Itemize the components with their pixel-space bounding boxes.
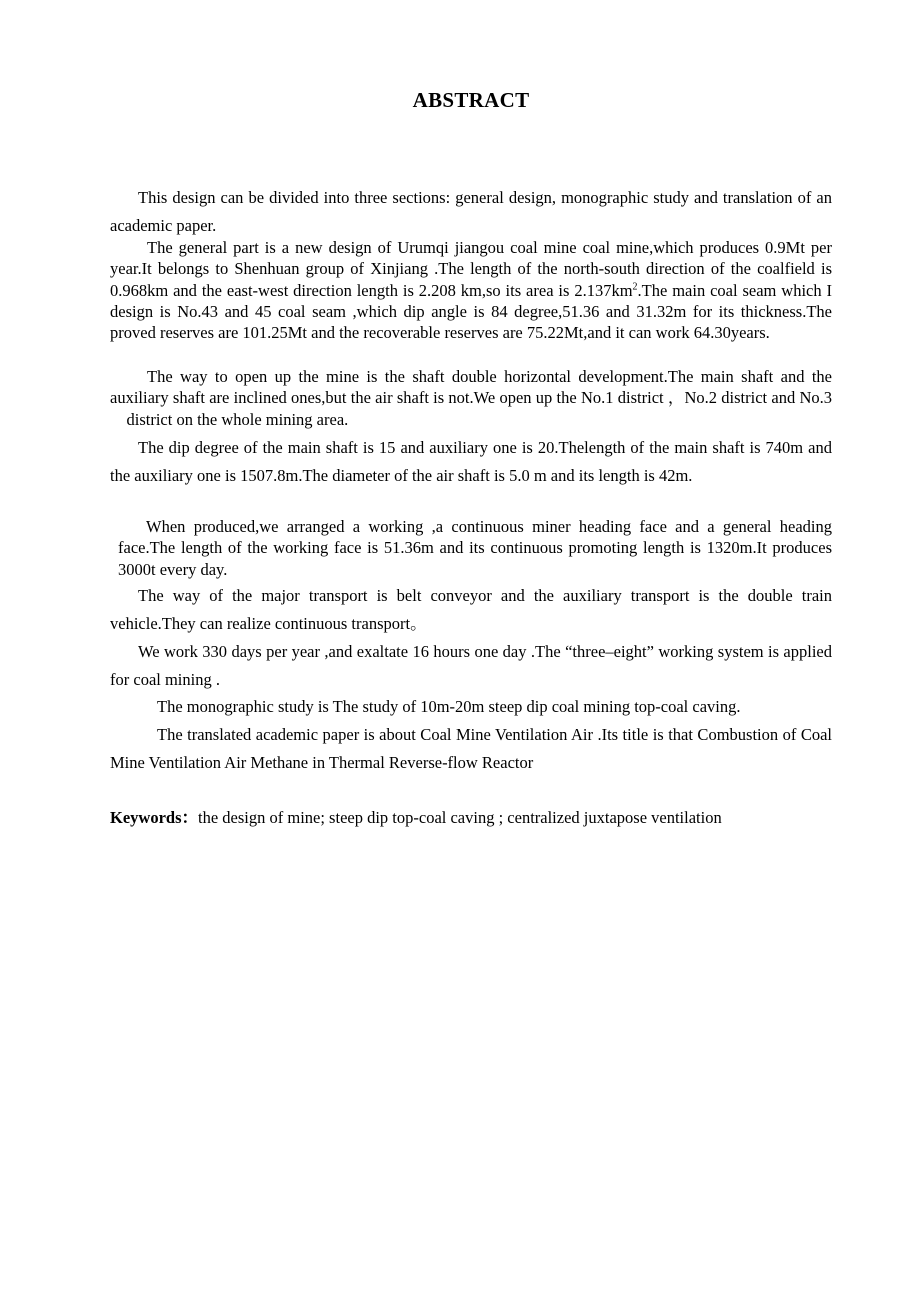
paragraph-work-schedule: We work 330 days per year ,and exaltate 16 hours one day .The “three–eight” working system is applied for coal mining . [110, 642, 832, 689]
keywords-line [110, 806, 722, 830]
keywords-label: Keywords： [110, 808, 198, 827]
paragraph-general-part-text-cont: .The main coal seam which I design is No.43 and 45 coal seam ,which dip angle is 84 degree,51.36 and 31.32m for its thickness.The proved reserves are 101.25Mt and the recoverable reserves are 75.22Mt,and it can work 64.30years. [110, 280, 832, 343]
paragraph-general-part-text: The general part is a new design of Urumqi jiangou coal mine coal mine,which produces 0.9Mt per year.It belongs to Shenhuan group of Xinjiang .The length of the north-south direction of the coalfield is 0.968km and the east-west direction length is 2.208 km,so its area is 2.137km [110, 238, 832, 300]
paragraph-transport: The way of the major transport is belt conveyor and the auxiliary transport is the double train vehicle.They can realize continuous transport。 [110, 586, 832, 633]
paragraph-general-part [110, 237, 832, 343]
keywords-text: the design of mine; steep dip top-coal caving ; centralized juxtapose ventilation [198, 808, 722, 827]
paragraph-development: The way to open up the mine is the shaft double horizontal development.The main shaft and the auxiliary shaft are inclined ones,but the air shaft is not.We open up the No.1 district ，No.2 district and No.3 district on the whole mining area. [110, 367, 832, 429]
paragraph-monographic-study: The monographic study is The study of 10m-20m steep dip coal mining top-coal caving. [157, 697, 741, 716]
page-title: ABSTRACT [412, 88, 530, 112]
superscript-2: 2 [632, 281, 638, 293]
paragraph-production: When produced,we arranged a working ,a continuous miner heading face and a general heading face.The length of the working face is 51.36m and its continuous promoting length is 1320m.It produces 3000t every day. [118, 517, 832, 579]
paragraph-shafts: The dip degree of the main shaft is 15 and auxiliary one is 20.Thelength of the main shaft is 740m and the auxiliary one is 1507.8m.The diameter of the air shaft is 5.0 m and its length is 42m. [110, 438, 832, 485]
paragraph-intro: This design can be divided into three sections: general design, monographic study and translation of an academic paper. [110, 188, 832, 235]
paragraph-translated-paper: The translated academic paper is about Coal Mine Ventilation Air .Its title is that Combustion of Coal Mine Ventilation Air Methane in Thermal Reverse-flow Reactor [110, 725, 832, 772]
